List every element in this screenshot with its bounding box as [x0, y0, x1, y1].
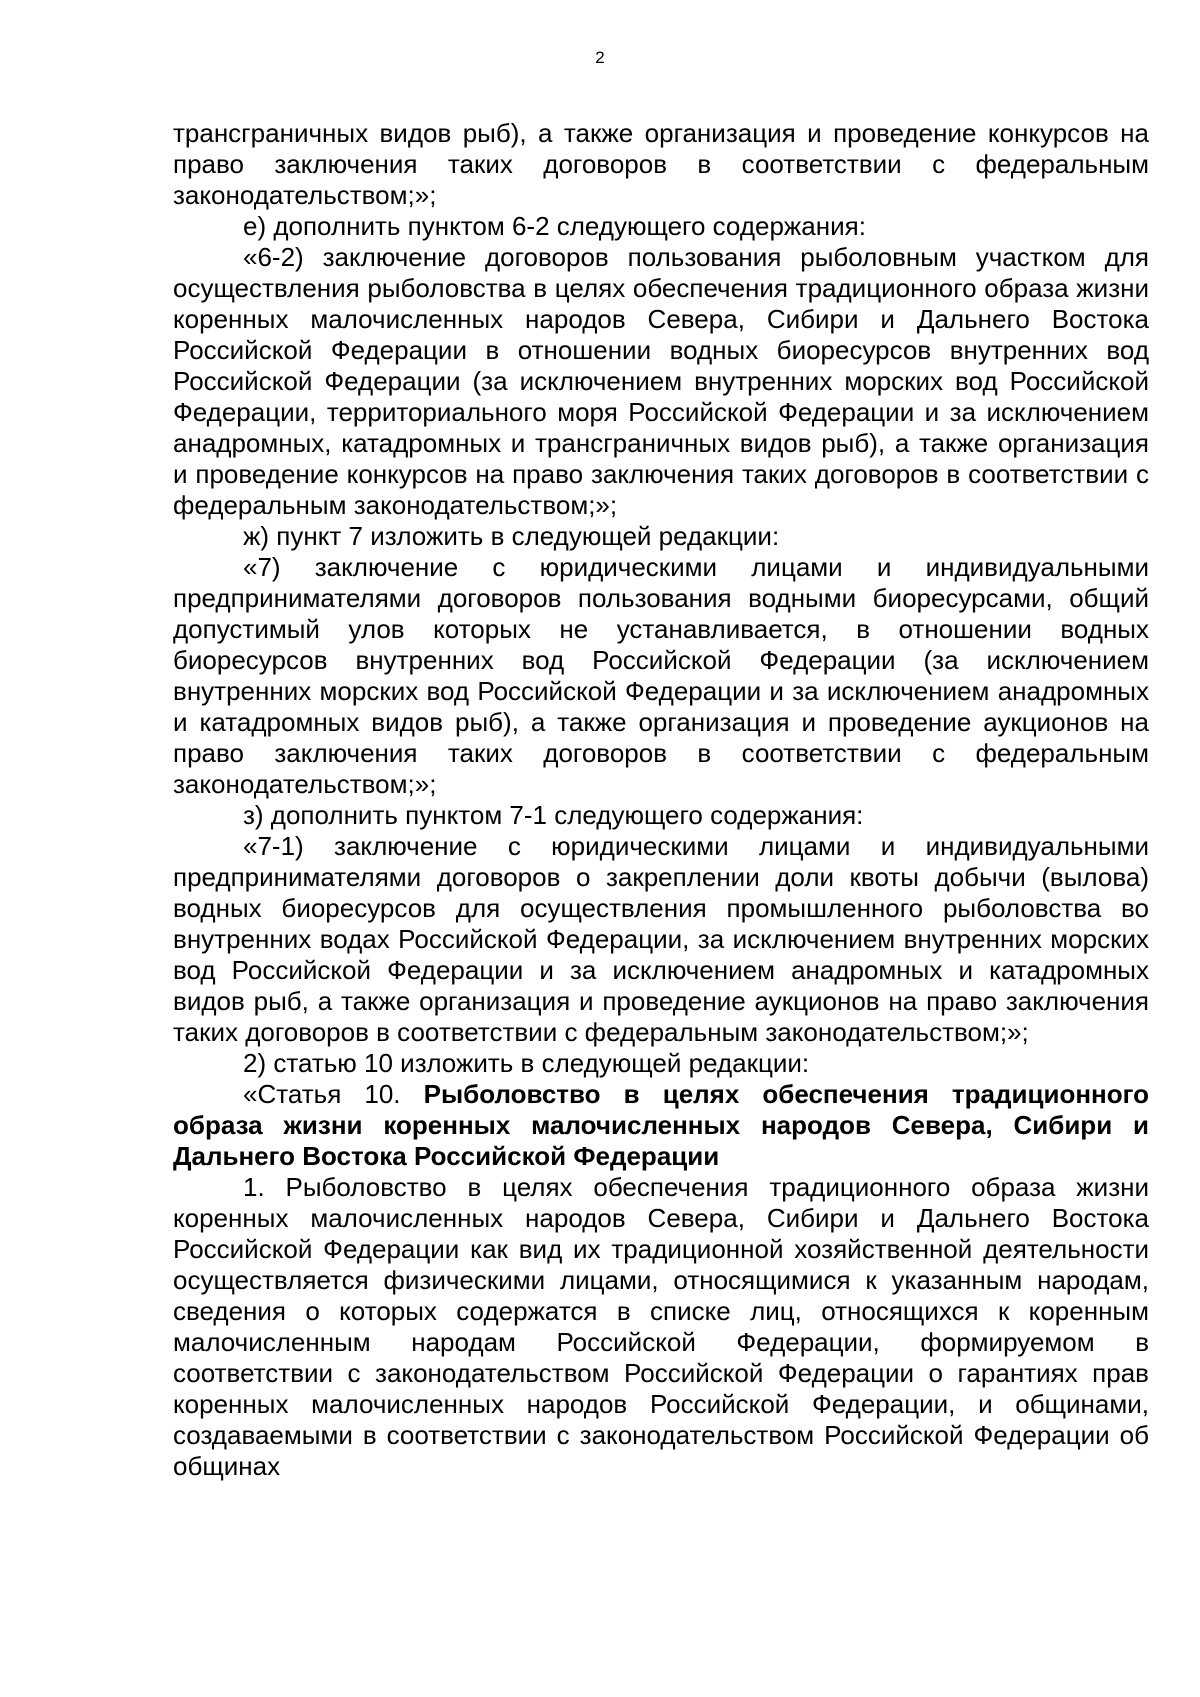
article-10-title: Рыболовство в целях обеспечения традиционного образа жизни коренных малочисленных народов Севера, Сибири и Дальнего Востока Российской Федерации [173, 1079, 1150, 1171]
paragraph-amendment-zh: ж) пункт 7 изложить в следующей редакции: [243, 521, 780, 551]
paragraph-clause-7-1: «7-1) заключение с юридическими лицами и индивидуальными предпринимателями договоров о закреплении доли квоты добычи (вылова) водных биоресурсов для осуществления промышленного рыболовства во внутренних водах Российской Федерации, за исключением внутренних морских вод Российской Федерации и за исключением анадромных и катадромных видов рыб, а также организация и проведение аукционов на право заключения таких договоров в соответствии с федеральным законодательством;»; [173, 831, 1149, 1047]
paragraph-continuation: трансграничных видов рыб), а также организация и проведение конкурсов на право заключения таких договоров в соответствии с федеральным законодательством;»; [173, 118, 1149, 210]
article-10-heading [173, 1079, 1149, 1172]
paragraph-article-10-point-1: 1. Рыболовство в целях обеспечения традиционного образа жизни коренных малочисленных народов Севера, Сибири и Дальнего Востока Российской Федерации как вид их традиционной хозяйственной деятельности осуществляется физическими лицами, относящимися к указанным народам, сведения о которых содержатся в списке лиц, относящихся к коренным малочисленным народам Российской Федерации, формируемом в соответствии с законодательством Российской Федерации о гарантиях прав коренных малочисленных народов Российской Федерации, и общинами, создаваемыми в соответствии с законодательством Российской Федерации об общинах [173, 1172, 1149, 1481]
page-number: 2 [595, 48, 605, 67]
paragraph-amendment-e: е) дополнить пунктом 6-2 следующего содержания: [243, 211, 866, 241]
document-body [173, 118, 1149, 1482]
paragraph-clause-7: «7) заключение с юридическими лицами и индивидуальными предпринимателями договоров пользования водными биоресурсами, общий допустимый улов которых не устанавливается, в отношении водных биоресурсов внутренних вод Российской Федерации (за исключением внутренних морских вод Российской Федерации и за исключением анадромных и катадромных видов рыб), а также организация и проведение аукционов на право заключения таких договоров в соответствии с федеральным законодательством;»; [173, 552, 1149, 799]
paragraph-article-10-intro: 2) статью 10 изложить в следующей редакции: [243, 1048, 810, 1078]
paragraph-amendment-z: з) дополнить пунктом 7-1 следующего содержания: [243, 800, 864, 830]
article-10-prefix: «Статья 10. [243, 1079, 424, 1109]
paragraph-clause-6-2: «6-2) заключение договоров пользования рыболовным участком для осуществления рыболовства в целях обеспечения традиционного образа жизни коренных малочисленных народов Севера, Сибири и Дальнего Востока Российской Федерации в отношении водных биоресурсов внутренних вод Российской Федерации (за исключением внутренних морских вод Российской Федерации, территориального моря Российской Федерации и за исключением анадромных, катадромных и трансграничных видов рыб), а также организация и проведение конкурсов на право заключения таких договоров в соответствии с федеральным законодательством;»; [173, 242, 1149, 520]
